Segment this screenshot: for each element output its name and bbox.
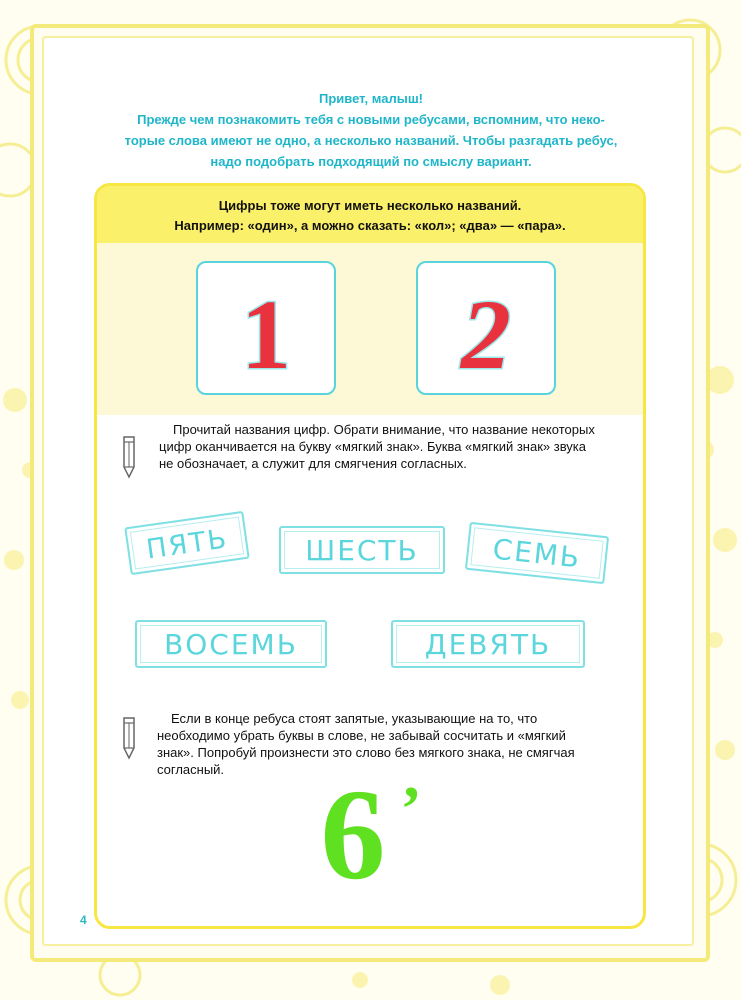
word-tag-seven xyxy=(465,522,609,584)
word-tag-nine xyxy=(391,620,585,668)
paragraph-line: не обозначает, а служит для смягчения согласных. xyxy=(159,456,467,471)
word-tag-eight xyxy=(135,620,327,668)
rebus-digit: 6 xyxy=(320,770,386,890)
rebus-six xyxy=(308,770,438,890)
paragraph-line: согласный. xyxy=(157,762,225,777)
word-six: ШЕСТЬ xyxy=(305,534,419,567)
paragraph-line: Прочитай названия цифр. Обрати внимание, что название некоторых xyxy=(173,422,595,437)
word-nine: ДЕВЯТЬ xyxy=(424,628,552,661)
pencil-icon xyxy=(121,433,137,479)
header-line: Цифры тоже могут иметь несколько названий. xyxy=(218,198,522,213)
header-line: Например: «один», а можно сказать: «кол»; «два» — «пара». xyxy=(174,218,566,233)
digit-card-one xyxy=(196,261,336,395)
intro-text xyxy=(86,88,656,172)
word-eight: ВОСЕМЬ xyxy=(164,628,298,661)
paragraph-line: необходимо убрать буквы в слове, не забывай сосчитать и «мягкий xyxy=(157,728,566,743)
word-tag-six xyxy=(279,526,445,574)
digit-card-two xyxy=(416,261,556,395)
intro-line: Прежде чем познакомить тебя с новыми ребусами, вспомним, что неко- xyxy=(137,112,605,127)
paragraph-line: Если в конце ребуса стоят запятые, указывающие на то, что xyxy=(171,711,538,726)
paragraph-line: знак». Попробуй произнести это слово без мягкого знака, не смягчая xyxy=(157,745,575,760)
card-header xyxy=(97,186,643,243)
word-tag-five xyxy=(124,511,250,575)
intro-line: торые слова имеют не одно, а несколько названий. Чтобы разгадать ребус, xyxy=(124,133,618,148)
rebus-comma: ’ xyxy=(400,773,422,844)
intro-line: надо подобрать подходящий по смыслу вариант. xyxy=(210,154,532,169)
digit-two: 2 xyxy=(461,279,511,390)
word-seven: СЕМЬ xyxy=(491,532,583,575)
digits-band xyxy=(97,243,643,415)
pencil-icon xyxy=(121,714,137,760)
digit-one: 1 xyxy=(241,279,291,390)
paragraph-line: цифр оканчивается на букву «мягкий знак». Буква «мягкий знак» звука xyxy=(159,439,587,454)
instruction-paragraph-1 xyxy=(159,421,629,472)
instruction-paragraph-2 xyxy=(157,710,627,778)
word-five: ПЯТЬ xyxy=(144,523,231,566)
intro-greeting: Привет, малыш! xyxy=(319,91,423,106)
page-number: 4 xyxy=(80,913,87,927)
